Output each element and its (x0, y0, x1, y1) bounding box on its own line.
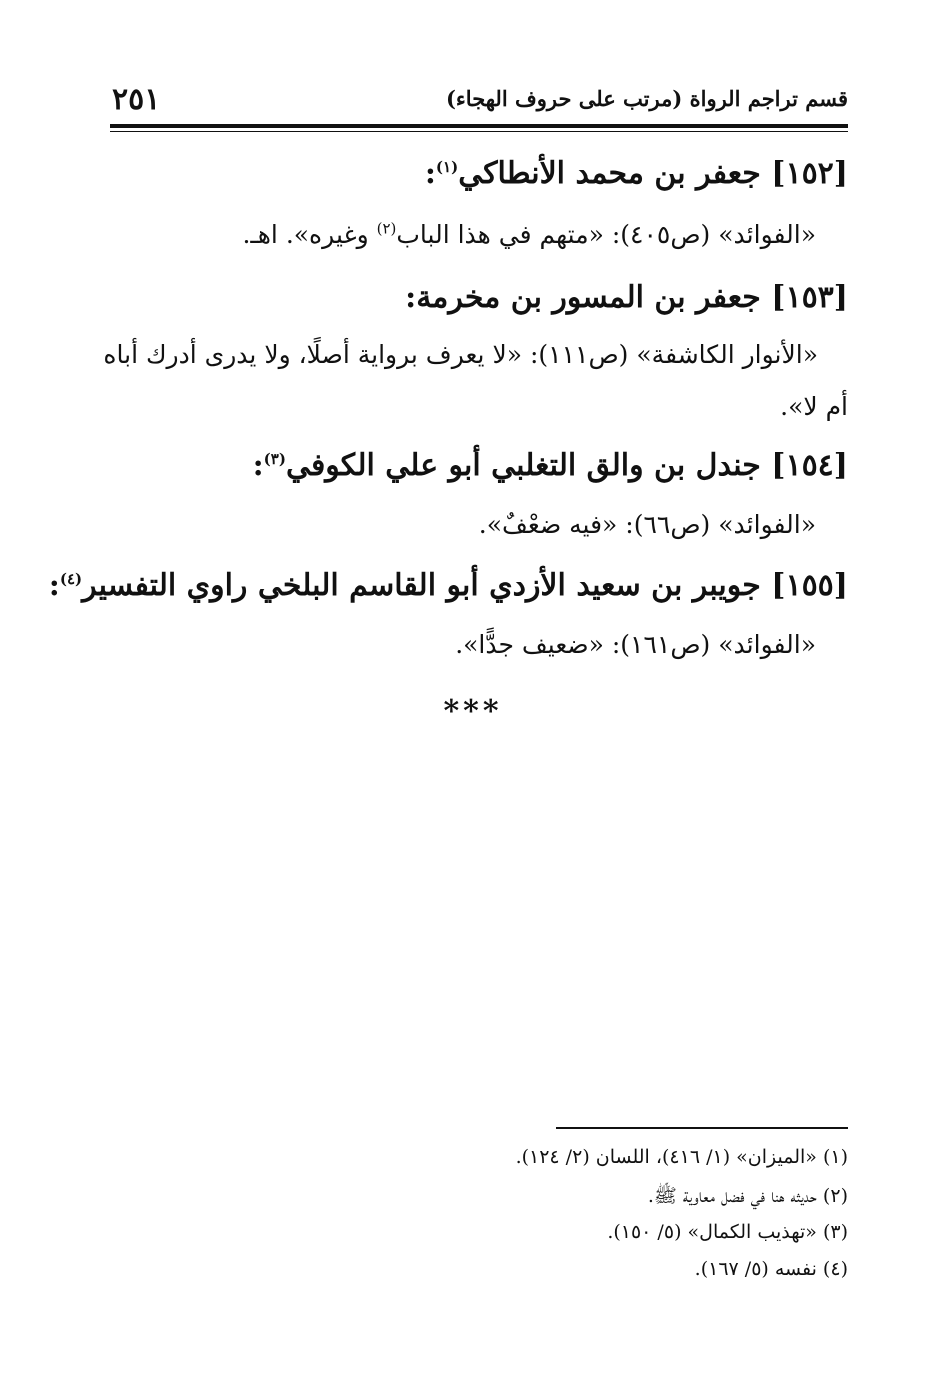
footnote-ref[interactable]: (٣) (263, 450, 286, 468)
running-header: قسم تراجم الرواة (مرتب على حروف الهجاء) (445, 86, 848, 111)
entry-body-line (455, 630, 816, 659)
entry-body-line (479, 510, 816, 539)
footnote-ref[interactable]: (٤) (59, 570, 83, 588)
entry-title-text: [١٥٢] جعفر بن محمد الأنطاكي (458, 156, 848, 191)
body-text: «الفوائد» (ص٤٠٥): «متهم في هذا الباب (396, 220, 816, 249)
footnote: (٢) حديثه هنا في فضل معاوية ﷺ. (647, 1185, 848, 1207)
entry-title (405, 280, 848, 315)
entry-title (253, 448, 848, 483)
body-text: «الفوائد» (ص١٦١): «ضعيف جدًّا». (455, 630, 816, 659)
header-rule-thin (110, 131, 848, 132)
body-text: «الأنوار الكاشفة» (ص١١١): «لا يعرف برواية أصلًا، ولا يدرى أدرك أباه (103, 340, 818, 369)
header-rule-thick (110, 124, 848, 128)
footnote-ref[interactable]: (١) (435, 158, 459, 176)
entry-body-line (780, 392, 848, 421)
entry-title-colon: : (424, 156, 436, 191)
entry-body-line (242, 220, 816, 249)
entry-title (49, 568, 848, 603)
entry-title (425, 156, 848, 191)
footnote: (٤) نفسه (٥/ ١٦٧). (694, 1258, 848, 1280)
body-text: «الفوائد» (ص٦٦): «فيه ضعْفٌ». (478, 510, 816, 539)
entry-title-text: [١٥٤] جندل بن والق التغلبي أبو علي الكوفي (285, 448, 848, 483)
footnote: (١) «الميزان» (١/ ٤١٦)، اللسان (٢/ ١٢٤). (515, 1146, 848, 1168)
entry-title-colon: : (48, 568, 60, 603)
footnote-rule (556, 1127, 848, 1129)
section-separator: *** (443, 694, 503, 729)
body-text: أم لا». (780, 392, 848, 421)
page-number: ٢٥١ (112, 82, 161, 117)
entry-title-colon: : (252, 448, 264, 483)
entry-title-text: [١٥٥] جويبر بن سعيد الأزدي أبو القاسم البلخي راوي التفسير (82, 568, 848, 603)
footnote-ref[interactable]: (٢) (376, 219, 397, 238)
body-text: وغيره». اهـ. (242, 220, 377, 249)
entry-body-line (103, 340, 848, 369)
footnote: (٣) «تهذيب الكمال» (٥/ ١٥٠). (607, 1221, 848, 1243)
entry-title-text: [١٥٣] جعفر بن المسور بن مخرمة: (405, 280, 848, 315)
